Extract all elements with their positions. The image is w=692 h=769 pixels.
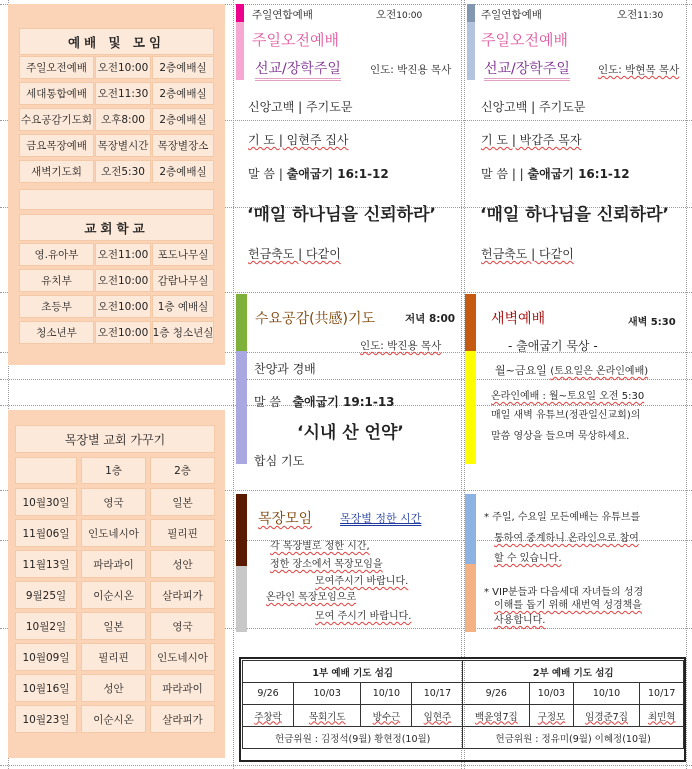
table-cell: 목장별장소 [152,134,214,157]
notice-2-line: 사용합니다. [494,615,546,626]
prayer-name: 임경준7집 [573,705,640,727]
prayer-name: 백윤영7집 [463,705,530,727]
table-cell: 2층예배실 [152,108,214,131]
prayer-date: 10/03 [294,683,361,705]
decor-table-corner [15,457,77,484]
table-cell: 일본 [81,612,146,640]
table-cell: 오전10:00 [95,295,151,318]
table-cell: 파라과이 [81,550,146,578]
service1-preacher: 인도: 박진용 목사 [370,64,452,76]
table-cell: 인도네시아 [150,643,215,671]
prayer-part2-title: 2부 예배 기도 섬김 [463,661,684,683]
guide-line [461,0,462,769]
accent-bar [236,22,244,80]
service1-prayer: 기 도 | 임현주 집사 [248,133,349,147]
table-cell: 파라과이 [150,674,215,702]
notice-1-line: 통하여 중계하니 온라인으로 참여 [494,533,639,544]
table-cell: 초등부 [19,295,94,318]
table-cell: 살라피가 [150,705,215,733]
service2-subtitle: 선교/장학주일 [484,58,570,81]
service2-creed: 신앙고백 | 주기도문 [481,100,586,114]
cell-meeting-line: 모여주시기 바랍니다. [315,576,409,587]
table-cell: 10월30일 [15,488,77,516]
dawn-desc1: 매일 새벽 유튜브(정관일신교회)의 [491,410,641,421]
accent-bar [467,22,475,80]
dawn-time: 새벽 5:30 [628,317,676,328]
prayer-name: 주창락 [243,705,294,727]
dawn-topic: - 출애굽기 묵상 - [508,339,598,353]
table-cell: 감람나무실 [152,269,214,292]
accent-bar [236,566,247,632]
table-cell: 필리핀 [150,519,215,547]
prayer-name: 목회기도 [294,705,361,727]
table-cell: 1층 예배실 [152,295,214,318]
table-cell: 11월06일 [15,519,77,547]
table-cell: 2층예배실 [152,82,214,105]
guide-line [0,379,692,380]
table-cell: 주일오전예배 [19,56,94,79]
table-cell: 1층 청소년실 [152,321,214,344]
prayer-date: 9/26 [243,683,294,705]
table-cell: 2층예배실 [152,56,214,79]
accent-bar [465,564,476,632]
wednesday-scripture: 말 씀 출애굽기 19:1-13 [254,395,395,409]
table-cell: 필리핀 [81,643,146,671]
service1-scripture: 말 씀 | 출애굽기 16:1-12 [248,167,389,181]
table-cell: 오전10:00 [95,56,151,79]
table-cell: 목장별시간 [95,134,151,157]
decor-col-header: 2층 [150,457,215,484]
table-cell: 살라피가 [150,581,215,609]
accent-bar [236,294,247,351]
table-cell: 이순시온 [81,581,146,609]
table-cell: 오후8:00 [95,108,151,131]
prayer-offering2: 헌금위원 : 정유미(9월) 이혜정(10월) [463,727,684,749]
service2-header-label: 주일연합예배 [481,9,542,21]
table-cell: 11월13일 [15,550,77,578]
dawn-title: 새벽예배 [491,311,546,327]
dawn-days: 월~금요일 (토요일은 온라인예배) [495,364,649,377]
wednesday-praise: 찬양과 경배 [254,362,316,376]
service1-offering: 헌금축도 | 다같이 [248,247,341,261]
decor-table-title: 목장별 교회 가꾸기 [15,425,215,453]
decor-col-header: 1층 [81,457,146,484]
table-cell: 오전10:00 [95,321,151,344]
guide-line [233,0,234,769]
wednesday-title: 수요공감(共感)기도 [255,311,376,327]
prayer-offering1: 헌금위원 : 김정석(9월) 황현정(10월) [243,727,463,749]
table-cell: 10월2일 [15,612,77,640]
accent-bar [467,4,475,22]
table-cell: 10월23일 [15,705,77,733]
table-cell: 새벽기도회 [19,160,94,183]
table-cell: 수요공감기도회 [19,108,94,131]
table-cell: 유치부 [19,269,94,292]
service1-header-time: 오전10:00 [376,9,423,21]
service2-title: 주일오전예배 [481,31,568,49]
dawn-desc2: 말씀 영상을 들으며 묵상하세요. [491,431,630,442]
notice-1-line: * 주일, 수요일 모든예배는 유튜브를 [484,512,641,523]
prayer-date: 10/17 [412,683,463,705]
table-cell: 영국 [81,488,146,516]
cell-meeting-title: 목장모임 [258,511,313,527]
wednesday-prayer: 합심 기도 [254,454,305,468]
table-cell: 금요목장예배 [19,134,94,157]
table-cell: 성안 [150,550,215,578]
dawn-online: 온라인예배 : 월~토요일 오전 5:30 [491,391,645,402]
service2-sermon-title: ‘매일 하나님을 신뢰하라’ [480,205,669,225]
table-cell: 10월16일 [15,674,77,702]
table-cell: 성안 [81,674,146,702]
prayer-name: 구정모 [530,705,574,727]
notice-2-line: * VIP분들과 다음세대 자녀들의 성경 [484,587,644,598]
worship-table-blank [19,189,214,210]
notice-1-line: 할 수 있습니다. [494,553,562,564]
prayer-date: 9/26 [463,683,530,705]
cell-meeting-line: 정한 장소에서 목장모임을 [270,559,383,570]
accent-bar [465,294,476,351]
wednesday-time: 저녁 8:00 [405,313,456,325]
worship-table-title: 예배 및 모임 [19,28,214,55]
accent-bar [465,351,476,464]
table-cell: 오전11:30 [95,82,151,105]
table-cell: 인도네시아 [81,519,146,547]
wednesday-leader: 인도: 박진용 목사 [360,340,442,352]
prayer-name: 최민혁 [640,705,684,727]
prayer-schedule-table [242,660,684,749]
wednesday-sermon-title: ‘시내 산 언약’ [297,423,404,443]
service1-header-label: 주일연합예배 [252,9,313,21]
table-cell: 오전5:30 [95,160,151,183]
accent-bar [465,494,476,564]
accent-bar [236,351,247,464]
cell-meeting-subtitle: 목장별 정한 시간 [340,512,422,525]
table-cell: 오전10:00 [95,269,151,292]
cell-meeting-line: 각 목장별로 정한 시간, [270,541,370,552]
cell-meeting-line: 모여 주시기 바랍니다. [315,611,412,622]
service1-title: 주일오전예배 [252,31,339,49]
school-table-title: 교회학교 [19,214,214,241]
prayer-date: 10/03 [530,683,574,705]
prayer-name: 임현주 [412,705,463,727]
notice-2-line: 이해를 돕기 위해 새번역 성경책을 [494,600,642,611]
table-cell: 10월09일 [15,643,77,671]
service2-prayer: 기 도 | 박갑주 목자 [481,133,582,147]
prayer-name: 방수근 [361,705,412,727]
guide-line [0,765,692,766]
table-cell: 포도나무실 [152,243,214,266]
table-cell: 영국 [150,612,215,640]
table-cell: 9월25일 [15,581,77,609]
table-cell: 청소년부 [19,321,94,344]
prayer-part1-title: 1부 예배 기도 섬김 [243,661,463,683]
cell-meeting-line: 온라인 목장모임으로 [266,592,357,603]
service2-offering: 헌금축도 | 다같이 [481,247,574,261]
service1-creed: 신앙고백 | 주기도문 [248,100,353,114]
prayer-date: 10/17 [640,683,684,705]
table-cell: 이순시온 [81,705,146,733]
service1-subtitle: 선교/장학주일 [255,58,341,81]
service1-sermon-title: ‘매일 하나님을 신뢰하라’ [247,205,436,225]
table-cell: 오전11:00 [95,243,151,266]
table-cell: 세대통합예배 [19,82,94,105]
accent-bar [236,4,244,22]
table-cell: 일본 [150,488,215,516]
service2-preacher: 인도: 박현목 목사 [598,64,680,76]
prayer-date: 10/10 [573,683,640,705]
guide-line [686,0,687,769]
service2-header-time: 오전11:30 [617,9,664,21]
prayer-date: 10/10 [361,683,412,705]
accent-bar [236,494,247,566]
table-cell: 2층예배실 [152,160,214,183]
table-cell: 영.유아부 [19,243,94,266]
service2-scripture: 말 씀 | | 출애굽기 16:1-12 [481,167,630,181]
